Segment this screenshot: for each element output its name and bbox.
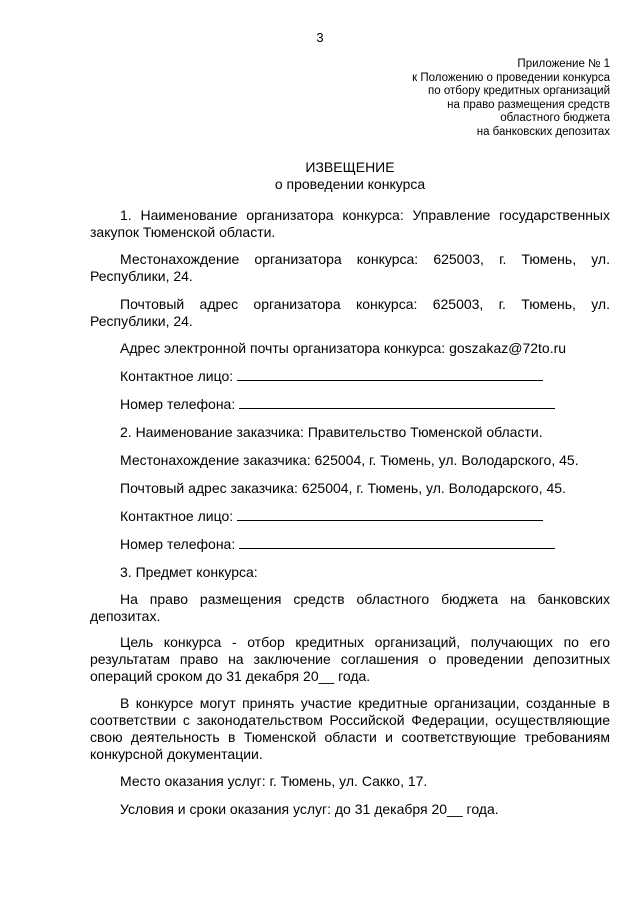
customer-postal-address: Почтовый адрес заказчика: 625004, г. Тюмень, ул. Володарского, 45. — [120, 480, 566, 496]
subject-heading: 3. Предмет конкурса: — [120, 564, 258, 580]
service-terms: Условия и сроки оказания услуг: до 31 декабря 20__ года. — [120, 801, 499, 817]
organizer-name: 1. Наименование организатора конкурса: Управление государственных закупок Тюменской области. — [90, 207, 610, 240]
subject-text: На право размещения средств областного бюджета на банковских депозитах. — [90, 591, 610, 624]
phone-blank-line — [239, 396, 555, 409]
contact-blank-line — [237, 508, 543, 521]
phone-label: Номер телефона: — [120, 536, 236, 552]
document-title — [0, 159, 640, 193]
appendix-line: на банковских депозитах — [476, 125, 610, 138]
contact-label: Контактное лицо: — [120, 508, 234, 524]
customer-contact-row — [120, 508, 543, 525]
customer-name: 2. Наименование заказчика: Правительство Тюменской области. — [120, 424, 543, 440]
title-sub: о проведении конкурса — [274, 176, 426, 192]
appendix-line: по отбору кредитных организаций — [428, 85, 610, 97]
phone-label: Номер телефона: — [120, 396, 236, 412]
appendix-header — [412, 58, 610, 139]
customer-location: Местонахождение заказчика: 625004, г. Тюмень, ул. Володарского, 45. — [120, 452, 579, 468]
organizer-location: Местонахождение организатора конкурса: 625003, г. Тюмень, ул. Республики, 24. — [90, 251, 610, 284]
organizer-contact-row — [120, 368, 543, 385]
organizer-email: Адрес электронной почты организатора конкурса: goszakaz@72to.ru — [120, 340, 567, 356]
appendix-line: на право размещения средств — [447, 98, 610, 111]
goal-text: Цель конкурса - отбор кредитных организаций, получающих по его результатам право на заключение соглашения о проведении депозитных операций сроком до 31 декабря 20__ года. — [90, 634, 610, 684]
participants-text: В конкурсе могут принять участие кредитные организации, созданные в соответствии с законодательством Российской Федерации, осуществляющие свою деятельность в Тюменской области и соответствующие требованиям конкурсной документации. — [90, 695, 610, 762]
contact-label: Контактное лицо: — [120, 368, 234, 384]
organizer-postal-address: Почтовый адрес организатора конкурса: 625003, г. Тюмень, ул. Республики, 24. — [90, 296, 610, 329]
contact-blank-line — [237, 368, 543, 381]
customer-phone-row — [120, 536, 555, 553]
page-number: 3 — [316, 30, 324, 45]
title-main: ИЗВЕЩЕНИЕ — [305, 159, 395, 175]
phone-blank-line — [239, 536, 555, 549]
appendix-line: Приложение № 1 — [517, 58, 610, 70]
appendix-line: областного бюджета — [500, 112, 610, 124]
appendix-line: к Положению о проведении конкурса — [412, 71, 610, 84]
service-place: Место оказания услуг: г. Тюмень, ул. Сакко, 17. — [120, 773, 428, 789]
organizer-phone-row — [120, 396, 555, 413]
